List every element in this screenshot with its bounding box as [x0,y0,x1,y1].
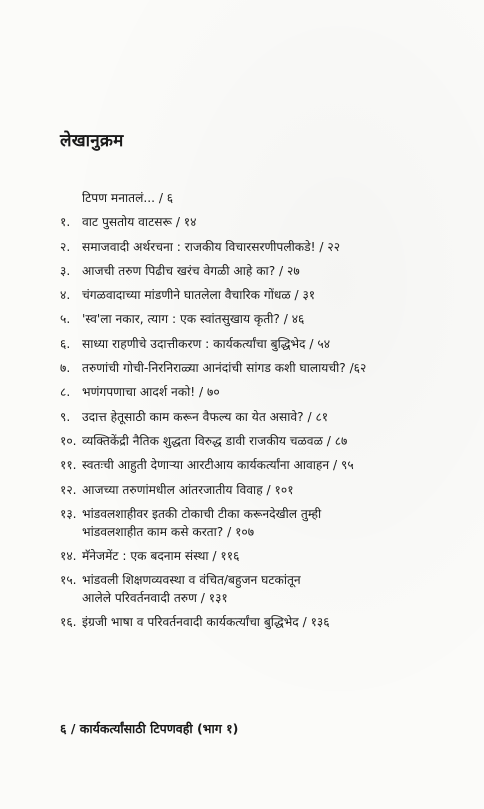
entry-title: भांडवलशाहीवर इतकी टोकाची टीका करूनदेखील तुम्ही भांडवलशाहीत काम कसे करता? / १०७ [82,506,322,539]
entry-number: ८. [60,385,71,400]
toc-entry [60,502,460,544]
toc-entry [60,307,460,331]
toc-entry [60,356,460,380]
toc-entry [60,544,460,568]
entry-title: 'स्व'ला नकार, त्याग : एक स्वांतसुखाय कृती? / ४६ [82,312,305,327]
entry-title: स्वतःची आहुती देणाऱ्या आरटीआय कार्यकर्त्यांना आवाहन / ९५ [82,458,354,473]
page-footer: ६ / कार्यकर्त्यांसाठी टिपणवही (भाग १) [60,721,239,736]
entry-title: व्यक्तिकेंद्री नैतिक शुद्धता विरुद्ध डावी राजकीय चळवळ / ८७ [82,433,348,448]
entry-number: ६. [60,336,71,351]
entry-number: १०. [60,433,77,448]
entry-title: मॅनेजमेंट : एक बदनाम संस्था / ११६ [82,548,240,563]
entry-title: समाजवादी अर्थरचना : राजकीय विचारसरणीपलीकडे! / २२ [82,239,341,254]
entry-title: आजची तरुण पिढीच खरंच वेगळी आहे का? / २७ [82,263,300,278]
entry-number: १४. [60,548,77,563]
entry-number: १. [60,215,71,230]
entry-title: भांडवली शिक्षणव्यवस्था व वंचित/बहुजन घटकांतून आलेले परिवर्तनवादी तरुण / १३१ [82,573,301,606]
toc-entry [60,568,460,610]
entry-number: १५. [60,573,77,588]
entry-number: १३. [60,506,77,521]
entry-number: १२. [60,482,77,497]
entry-title: भणंगपणाचा आदर्श नको! / ७० [82,385,220,400]
toc-entry [60,405,460,429]
toc-entry [60,259,460,283]
page-title: लेखानुक्रम [60,131,124,151]
entry-number: ५. [60,312,71,327]
entry-title: वाट पुसतोय वाटसरू / १४ [82,215,197,230]
toc-entry [60,478,460,502]
toc-entry [60,186,460,210]
toc-entry [60,429,460,453]
entry-title: उदात्त हेतूसाठी काम करून वैफल्य का येत असावे? / ८१ [82,409,329,424]
toc-entry [60,453,460,477]
toc-entry [60,283,460,307]
entry-title: साध्या राहणीचे उदात्तीकरण : कार्यकर्त्यांचा बुद्धिभेद / ५४ [82,336,331,351]
entry-title: चंगळवादाच्या मांडणीने घातलेला वैचारिक गोंधळ / ३१ [82,288,316,303]
table-of-contents [60,186,460,634]
entry-number: ९. [60,409,71,424]
entry-number: ११. [60,458,77,473]
entry-title: टिपण मनातलं... / ६ [82,191,174,205]
entry-number: ३. [60,263,71,278]
toc-entry [60,210,460,234]
toc-entry [60,610,460,634]
toc-entry [60,380,460,404]
entry-number: २. [60,239,71,254]
entry-number: ७. [60,361,71,376]
entry-number: १६. [60,615,77,630]
toc-entry [60,332,460,356]
entry-number: ४. [60,288,71,303]
toc-entry [60,235,460,259]
entry-title: इंग्रजी भाषा व परिवर्तनवादी कार्यकर्त्यांचा बुद्धिभेद / १३६ [82,615,330,630]
entry-title: तरुणांची गोची-निरनिराळ्या आनंदांची सांगड कशी घालायची? /६२ [82,361,367,376]
entry-title: आजच्या तरुणांमधील आंतरजातीय विवाह / १०१ [82,482,294,497]
